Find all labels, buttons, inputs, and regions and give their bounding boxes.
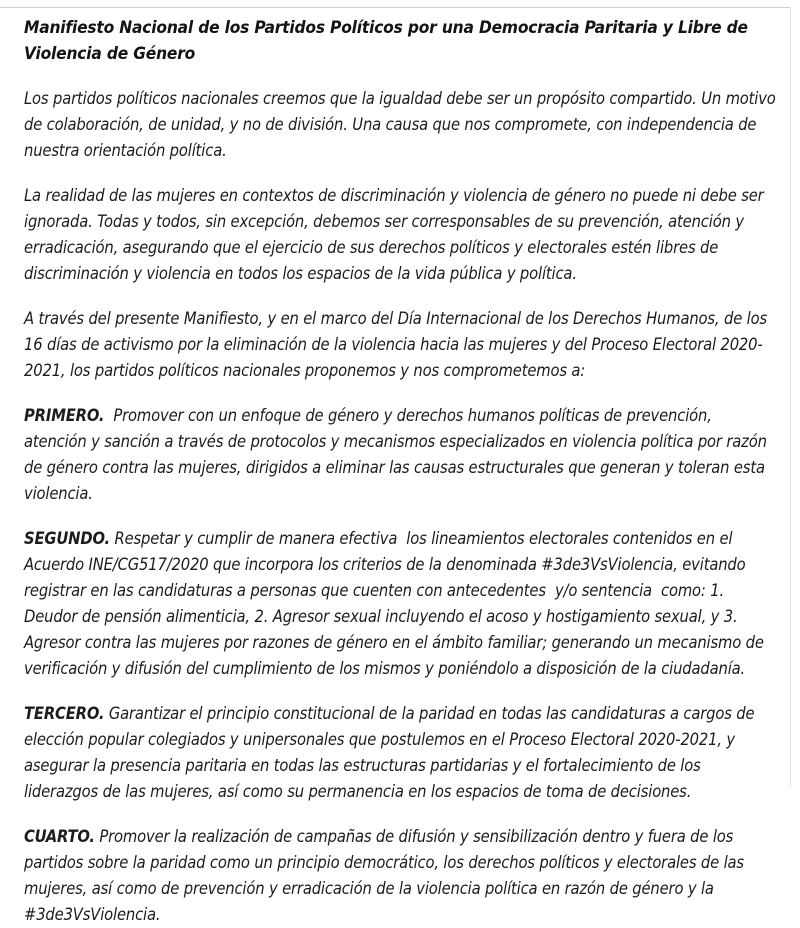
clause-primero (24, 384, 776, 507)
paragraph-text: Los partidos políticos nacionales creemos que la igualdad debe ser un propósito compartido. Un motivo de colaboración, de unidad, y no de división. Una causa que nos compromete, con independencia de nuestra orientación política. (24, 89, 781, 161)
paragraph-2 (24, 164, 776, 287)
paragraph-3 (24, 287, 776, 384)
paragraph-1 (24, 67, 781, 164)
paragraph-text: La realidad de las mujeres en contextos de discriminación y violencia de género no puede ni debe ser ignorada. Todas y todos, sin excepción, debemos ser corresponsables de su prevención, atención y erradicación, asegurando que el ejercicio de sus derechos políticos y electorales estén libres de discriminación y violencia en todos los espacios de la vida pública y política. (24, 186, 769, 284)
paragraph-text: A través del presente Manifiesto, y en el marco del Día Internacional de los Derechos Humanos, de los 16 días de activismo por la eliminación de la violencia hacia las mujeres y del Proceso Electoral 2020-2021, los partidos políticos nacionales proponemos y nos comprometemos a: (24, 309, 772, 381)
clause-tercero (24, 682, 776, 805)
right-divider (790, 7, 791, 788)
clause-label: PRIMERO. (24, 406, 105, 426)
clause-label: CUARTO. (24, 827, 95, 847)
clause-text: Garantizar el principio constitucional de la paridad en todas las candidaturas a cargos de elección popular colegiados y unipersonales que postulemos en el Proceso Electoral 2020-2021, y asegurar la presencia paritaria en todas las estructuras partidarias y el fortalecimiento de los liderazgos de las mujeres, así como su permanencia en los espacios de toma de decisiones. (24, 704, 759, 802)
clause-text: Promover la realización de campañas de difusión y sensibilización dentro y fuera de los partidos sobre la paridad como un principio democrático, los derechos políticos y electorales de las mujeres, así como de prevención y erradicación de la violencia política en razón de género y la #3de3VsViolencia. (24, 827, 749, 925)
clause-segundo (24, 507, 776, 682)
clause-text: Promover con un enfoque de género y derechos humanos políticas de prevención, atención y sanción a través de protocolos y mecanismos especializados en violencia política por razón de género contra las mujeres, dirigidos a eliminar las causas estructurales que generan y toleran esta violencia. (24, 406, 772, 504)
clause-text: Respetar y cumplir de manera efectiva los lineamientos electorales contenidos en el Acuerdo INE/CG517/2020 que incorpora los criterios de la denominada #3de3VsViolencia, evitando registrar en las candidaturas a personas que cuenten con antecedentes y/o sentencia como: 1. Deudor de pensión alimenticia, 2. Agresor sexual incluyendo el acoso y hostigamiento sexual, y 3. Agresor contra las mujeres por razones de género en el ámbito familiar; generando un mecanismo de verificación y difusión del cumplimiento de los mismos y poniéndolo a disposición de la ciudadanía. (24, 529, 769, 679)
clause-cuarto (24, 805, 776, 928)
clause-label: TERCERO. (24, 704, 105, 724)
clause-label: SEGUNDO. (24, 529, 110, 549)
page-title: Manifiesto Nacional de los Partidos Políticos por una Democracia Paritaria y Libre de Violencia de Género (24, 18, 748, 64)
document-body (24, 8, 781, 928)
